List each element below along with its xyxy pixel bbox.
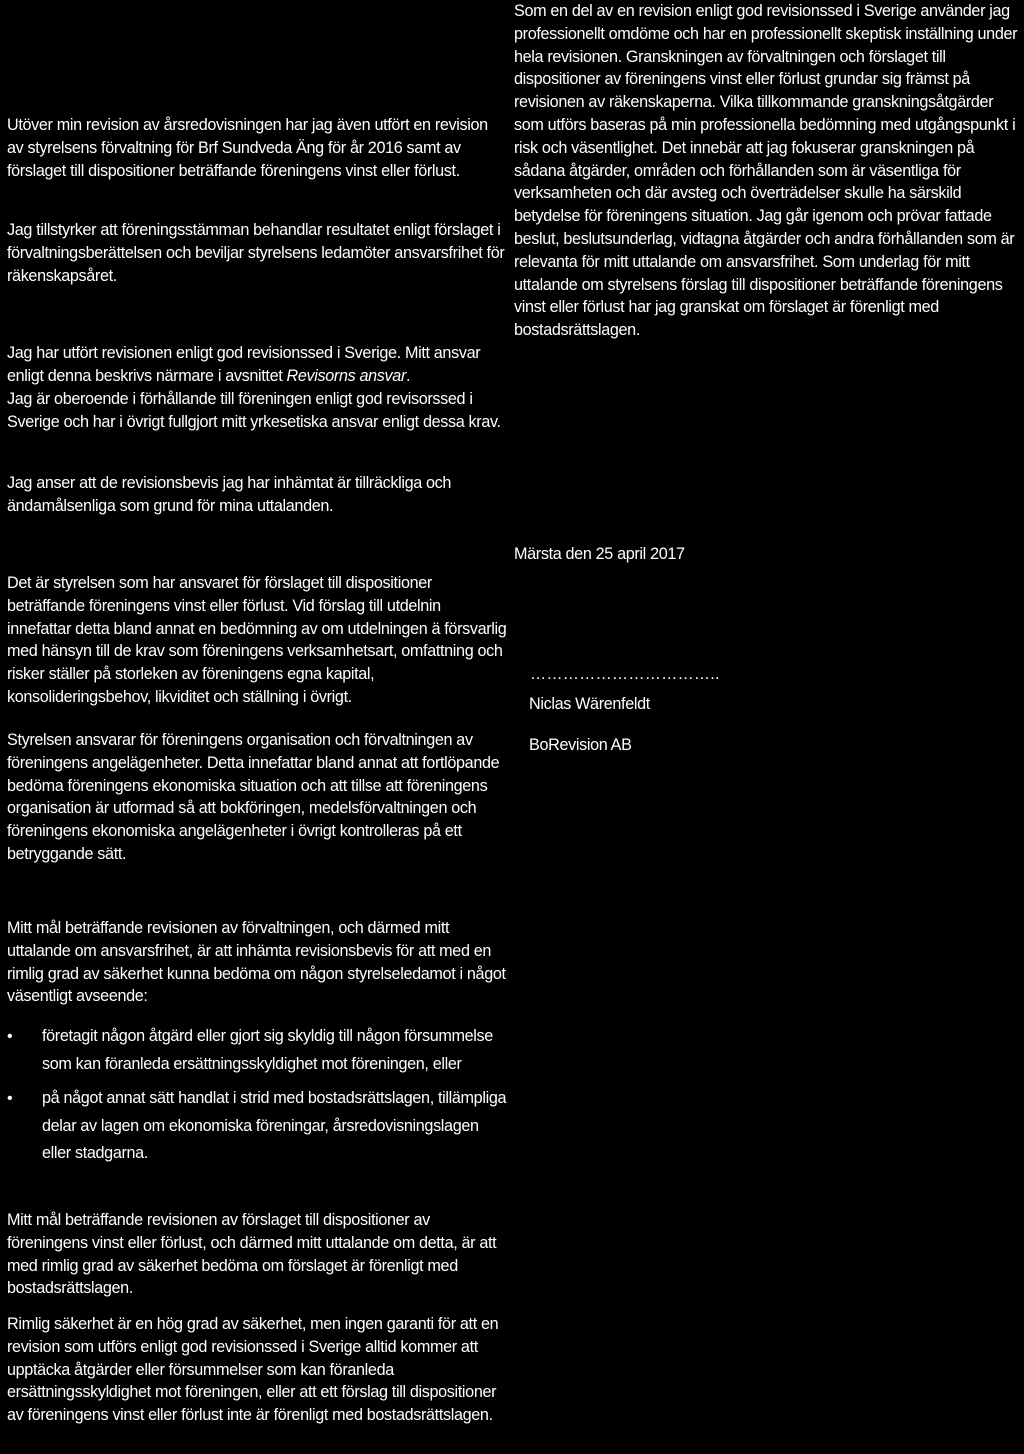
paragraph-board-responsibility-organisation: Styrelsen ansvarar för föreningens organisation och förvaltningen av föreningens angelägenheter. Detta innefattar bland annat att fortlöpande bedöma föreningens ekonomiska situation och att tillse att föreningens organisation är utformad så att bokföringen, medelsförvaltningen och föreningens ekonomiska angelägenheter i övrigt kontrolleras på ett betryggande sätt. [7,731,500,863]
right-column [514,0,1020,1454]
bullet-item: • företagit någon åtgärd eller gjort sig skyldig till någon försummelse som kan föranleda ersättningsskyldighet mot föreningen, eller [7,1023,507,1078]
paragraph-sufficient-evidence: Jag anser att de revisionsbevis jag har inhämtat är tillräckliga och ändamålsenliga som grund för mina uttalanden. [7,474,452,515]
bullet-item: • på något annat sätt handlat i strid med bostadsrättslagen, tillämpliga delar av lagen om ekonomiska föreningar, årsredovisningslagen eller stadgarna. [7,1085,507,1168]
basis-text: Jag har utfört revisionen enligt god revisionssed i Sverige. Mitt ansvar enligt denna beskrivs närmare i avsnittet [7,344,481,385]
bullet-list [7,1023,507,1168]
paragraph-auditor-objective-profit: Mitt mål beträffande revisionen av förslaget till dispositioner av föreningens vinst eller förlust, och därmed mitt uttalande om detta, är att med rimlig grad av säkerhet bedöma om förslaget är förenligt med bostadsrättslagen. [7,1211,497,1298]
paragraph-board-responsibility-profit: Det är styrelsen som har ansvaret för förslaget till dispositioner beträffande föreningens vinst eller förlust. Vid förslag till utdelnin innefattar detta bland annat en bedömning av om utdelningen ä försvarlig med hänsyn till de krav som föreningens verksamhetsart, omfattning och risker ställer på storleken av föreningens egna kapital, konsolideringsbehov, likviditet och ställning i övrigt. [7,574,507,706]
basis-text-end: . [405,366,411,385]
place-and-date: Märsta den 25 april 2017 [514,545,685,563]
signer-company: BoRevision AB [529,736,632,754]
signer-name: Niclas Wärenfeldt [529,695,650,713]
paragraph-auditor-objective-administration: Mitt mål beträffande revisionen av förvaltningen, och därmed mitt uttalande om ansvarsfrihet, är att inhämta revisionsbevis för att med en rimlig grad av säkerhet kunna bedöma om någon styrelseledamot i något väsentligt avseende: [7,919,506,1006]
paragraph-independence: Jag är oberoende i förhållande till föreningen enligt god revisorssed i Sverige och har i övrigt fullgjort mitt yrkesetiska ansvar enligt dessa krav. [7,390,501,431]
paragraph-basis-for-opinion [7,342,507,388]
left-column [7,0,507,1454]
paragraph-reasonable-assurance: Rimlig säkerhet är en hög grad av säkerhet, men ingen garanti för att en revision som utförs enligt god revisionssed i Sverige alltid kommer att upptäcka åtgärder eller försummelser som kan föranleda ersättningsskyldighet mot föreningen, eller att ett förslag till dispositioner av föreningens vinst eller förlust inte är förenligt med bostadsrättslagen. [7,1315,499,1425]
auditors-responsibility-reference: Revisorns ansvar [286,366,406,385]
paragraph-other-assignments-intro: Utöver min revision av årsredovisningen har jag även utfört en revision av styrelsens förvaltning för Brf Sundveda Äng för år 2016 samt av förslaget till dispositioner beträffande föreningens vinst eller förlust. [7,116,488,180]
paragraph-professional-judgement: Som en del av en revision enligt god revisionssed i Sverige använder jag professionellt omdöme och har en professionellt skeptisk inställning under hela revisionen. Granskningen av förvaltningen och förslaget till dispositioner av föreningens vinst eller förlust grundar sig främst på revisionen av räkenskaperna. Vilka tillkommande granskningsåtgärder som utförs baseras på min professionella bedömning med utgångspunkt i risk och väsentlighet. Det innebär att jag fokuserar granskningen på sådana åtgärder, områden och förhållanden som är väsentliga för verksamheten och där avsteg och överträdelser skulle ha särskild betydelse för föreningens situation. Jag går igenom och prövar fattade beslut, beslutsunderlag, vidtagna åtgärder och andra förhållanden som är relevanta för mitt uttalande om ansvarsfrihet. Som underlag för mitt uttalande om styrelsens förslag till dispositioner beträffande föreningens vinst eller förlust har jag granskat om förslaget är förenligt med bostadsrättslagen. [514,2,1018,340]
signature-line: …………………………….. [530,665,720,683]
paragraph-recommendation: Jag tillstyrker att föreningsstämman behandlar resultatet enligt förslaget i förvaltningsberättelsen och beviljar styrelsens ledamöter ansvarsfrihet för räkenskapsåret. [7,221,505,285]
